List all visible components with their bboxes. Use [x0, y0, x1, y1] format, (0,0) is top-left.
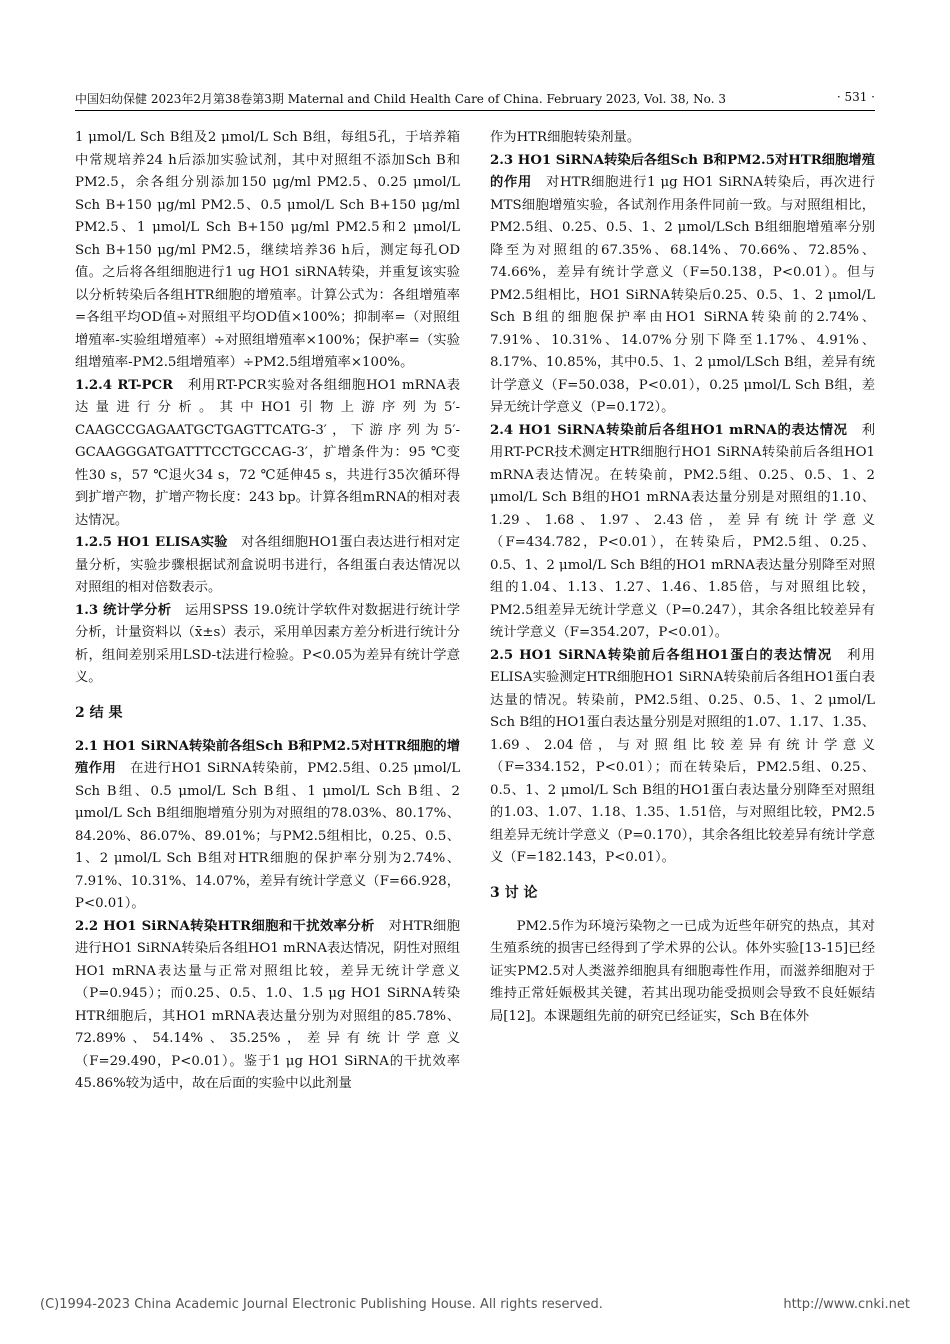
subsection-heading: 1.3 统计学分析 [75, 602, 172, 618]
left-column [75, 127, 460, 1096]
right-column [490, 127, 875, 1028]
running-header [75, 86, 875, 111]
subsection-1-2-5 [75, 532, 460, 600]
subsection-heading: 2.1 HO1 SiRNA转染前各组Sch B和PM2.5对HTR细胞的增殖作用 [75, 738, 460, 776]
paragraph-text: 利用RT-PCR实验对各组细胞HO1 mRNA表达量进行分析。其中HO1引物上游序列为5′-CAAGCCGAGAATGCTGAGTTCATG-3′，下游序列为5′-GCAAGGGATGATTTCCTGCCAG-3′，扩增条件为：95 ℃变性30 s，57 ℃退火34 s，72 ℃延伸45 s，共进行35次循环得到扩增产物，扩增产物长度：243 bp。计算各组mRNA的相对表达情况。 [75, 377, 460, 528]
paragraph-text: 对各组细胞HO1蛋白表达进行相对定量分析，实验步骤根据试剂盒说明书进行，各组蛋白表达情况以对照组的相对倍数表示。 [75, 535, 460, 595]
section-heading-results: 2 结 果 [75, 704, 123, 721]
paragraph-text: 在进行HO1 SiRNA转染前，PM2.5组、0.25 μmol/L Sch B组、0.5 μmol/L Sch B组、1 μmol/L Sch B组、2 μmol/L Sch B组细胞增殖分别为对照组的78.03%、80.17%、84.20%、86.07%、89.01%；与PM2.5组相比，0.25、0.5、1、2 μmol/L Sch B组对HTR细胞的保护率分别为2.74%、7.91%、10.31%、14.07%，差异有统计学意义（F=66.928，P<0.01）。 [75, 761, 461, 911]
discussion-paragraph: PM2.5作为环境污染物之一已成为近些年研究的热点，其对生殖系统的损害已经得到了学术界的公认。体外实验[13-15]已经证实PM2.5对人类滋养细胞具有细胞毒性作用，而滋养细胞对于维持正常妊娠极其关键，若其出现功能受损则会导致不良妊娠结局[12]。本课题组先前的研究已经证实，Sch B在体外 [490, 918, 875, 1024]
subsection-heading: 2.3 HO1 SiRNA转染后各组Sch B和PM2.5对HTR细胞增殖的作用 [490, 152, 875, 190]
subsection-heading: 1.2.5 HO1 ELISA实验 [75, 535, 228, 550]
page-number: · 531 · [836, 90, 875, 104]
section-heading-discussion: 3 讨 论 [490, 884, 538, 901]
subsection-2-4 [490, 420, 875, 645]
paragraph-text: 运用SPSS 19.0统计学软件对数据进行统计学分析，计量资料以（x̄±s）表示，采用单因素方差分析进行统计分析，组间差别采用LSD-t法进行检验。P<0.05为差异有统计学意义。 [75, 602, 461, 685]
paragraph: 作为HTR细胞转染剂量。 [490, 130, 641, 145]
paragraph-text: 利用RT-PCR技术测定HTR细胞行HO1 SiRNA转染前后各组HO1 mRNA表达情况。在转染前，PM2.5组、0.25、0.5、1、2 μmol/L Sch B组的HO1 mRNA表达量分别是对照组的1.10、1.29、1.68、1.97、2.43倍，差异有统计学意义（F=434.782，P<0.01），在转染后，PM2.5组、0.25、0.5、1、2 μmol/L Sch B组的HO1 mRNA表达量分别降至对照组的1.04、1.13、1.27、1.46、1.85倍，与对照组比较，PM2.5组差异无统计学意义（P=0.247），其余各组比较差异有统计学意义（F=354.207，P<0.01）。 [490, 422, 876, 640]
paragraph-text: 对HTR细胞进行HO1 SiRNA转染后各组HO1 mRNA表达情况，阴性对照组HO1 mRNA表达量与正常对照组比较，差异无统计学意义（P=0.945）；而0.25、0.5、1.0、1.5 μg HO1 SiRNA转染HTR细胞后，其HO1 mRNA表达量分别为对照组的85.78%、72.89%、54.14%、35.25%，差异有统计学意义（F=29.490，P<0.01）。鉴于1 μg HO1 SiRNA的干扰效率45.86%较为适中，故在后面的实验中以此剂量 [75, 918, 461, 1091]
copyright-notice: (C)1994-2023 China Academic Journal Electronic Publishing House. All rights reserved. [40, 1297, 603, 1312]
subsection-2-3 [490, 150, 875, 420]
subsection-2-1 [75, 736, 460, 916]
footer-link[interactable]: http://www.cnki.net [783, 1297, 910, 1312]
subsection-1-2-4 [75, 375, 460, 533]
subsection-2-5 [490, 645, 875, 870]
paragraph: 1 μmol/L Sch B组及2 μmol/L Sch B组，每组5孔，于培养箱中常规培养24 h后添加实验试剂，其中对照组不添加Sch B和PM2.5，余各组分别添加150 μg/ml PM2.5、0.25 μmol/L Sch B+150 μg/ml PM2.5、0.5 μmol/L Sch B+150 μg/ml PM2.5、1 μmol/L Sch B+150 μg/ml PM2.5和2 μmol/L Sch B+150 μg/ml PM2.5，继续培养36 h后，测定每孔OD值。之后将各组细胞进行1 ug HO1 siRNA转染，并重复该实验以分析转染后各组HTR细胞的增殖率。计算公式为：各组增殖率=各组平均OD值÷对照组平均OD值×100%；抑制率=（对照组增殖率-实验组增殖率）÷对照组增殖率×100%；保护率=（实验组增殖率-PM2.5组增殖率）÷PM2.5组增殖率×100%。 [75, 130, 460, 370]
subsection-2-2 [75, 916, 460, 1096]
paragraph-text: 对HTR细胞进行1 μg HO1 SiRNA转染后，再次进行MTS细胞增殖实验，各试剂作用条件同前一致。与对照组相比，PM2.5组、0.25、0.5、1、2 μmol/LSch B组细胞增殖率分别降至为对照组的67.35%、68.14%、70.66%、72.85%、74.66%，差异有统计学意义（F=50.138，P<0.01）。但与PM2.5组相比，HO1 SiRNA转染后0.25、0.5、1、2 μmol/L Sch B组的细胞保护率由HO1 SiRNA转染前的2.74%、7.91%、10.31%、14.07%分别下降至1.17%、4.91%、8.17%、10.85%，其中0.5、1、2 μmol/LSch B组，差异有统计学意义（F=50.038，P<0.01），0.25 μmol/L Sch B组，差异无统计学意义（P=0.172）。 [490, 175, 876, 415]
journal-citation: 中国妇幼保健 2023年2月第38卷第3期 Maternal and Child Health Care of China. February 2023, Vol. 38, No. 3 [75, 92, 726, 106]
subsection-heading: 1.2.4 RT-PCR [75, 377, 174, 393]
paragraph-text: 利用ELISA实验测定HTR细胞HO1 SiRNA转染前后各组HO1蛋白表达量的情况。转染前，PM2.5组、0.25、0.5、1、2 μmol/L Sch B组的HO1蛋白表达量分别是对照组的1.07、1.17、1.35、1.69、2.04倍，与对照组比较差异有统计学意义（F=334.152，P<0.01）；而在转染后，PM2.5组、0.25、0.5、1、2 μmol/L Sch B组的HO1蛋白表达量分别降至对照组的1.03、1.07、1.18、1.35、1.51倍，与对照组比较，PM2.5组差异无统计学意义（P=0.170），其余各组比较差异有统计学意义（F=182.143，P<0.01）。 [490, 647, 875, 865]
subsection-heading: 2.5 HO1 SiRNA转染前后各组HO1蛋白的表达情况 [490, 647, 833, 663]
subsection-heading: 2.4 HO1 SiRNA转染前后各组HO1 mRNA的表达情况 [490, 422, 848, 438]
subsection-1-3 [75, 600, 460, 690]
subsection-heading: 2.2 HO1 SiRNA转染HTR细胞和干扰效率分析 [75, 918, 375, 934]
